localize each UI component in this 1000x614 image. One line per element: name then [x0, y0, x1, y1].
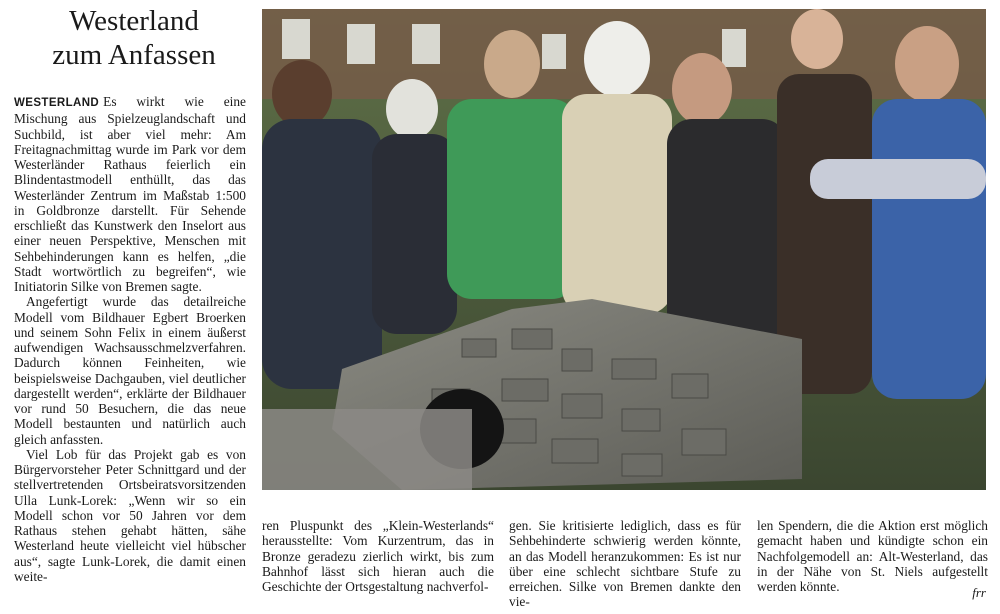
- article-photo: [262, 9, 986, 490]
- author-initials: frr: [972, 585, 986, 600]
- column-4-text: len Spendern, die die Aktion erst möglich gemacht haben und kündigte schon ein Nachfolgemodell an: Alt-Westerland, das in der Nähe von St. Niels aufgestellt werden könnte.: [757, 518, 988, 594]
- column-3-text: gen. Sie kritisierte lediglich, dass es für Sehbehinderte schwierig werden könnte, an das Modell heranzukommen: Es ist nur über eine schlecht sichtbare Stufe zu erreichen. Silke von Bremen dankte den vie-: [509, 518, 741, 610]
- article-column-2: [262, 518, 494, 594]
- headline-line-1: Westerland: [69, 5, 199, 37]
- article-column-1: [14, 94, 246, 584]
- paragraph-1: [14, 94, 246, 294]
- headline: [14, 4, 254, 72]
- article-column-4: [757, 518, 988, 594]
- column-2-text: ren Pluspunkt des „Klein-Westerlands“ herausstellte: Vom Kurzentrum, das in Bronze geradezu zierlich wirkt, bis zum Bahnhof lässt sich hieran auch die Geschichte der Ortsgestaltung nachverfol-: [262, 518, 494, 594]
- headline-line-2: zum Anfassen: [52, 39, 216, 71]
- paragraph-3: Viel Lob für das Projekt gab es von Bürgervorsteher Peter Schnittgard und der stellvertretenden Ortsbeiratsvorsitzenden Ulla Lunk-Lorek: „Wenn wir so ein Modell schon vor 50 Jahren vor dem Rathaus stehen gehabt hätten, sähe Westerland heute vielleicht viel hübscher aus“, sagte Lunk-Lorek, die damit einen weite-: [14, 446, 246, 584]
- paragraph-1-text: Es wirkt wie eine Mischung aus Spielzeuglandschaft und Suchbild, ist aber viel mehr: Am Freitagnachmittag wurde im Park vor dem Westerländer Rathaus feierlich ein Blindentastmodell enthüllt, das das Westerländer Zentrum im Maßstab 1:500 in Goldbronze darstellt. Für Sehende erschließt das Kunstwerk den Inselort aus einer neuen Perspektive, Menschen mit Sehbehinderungen kann es helfen, „die Stadt wortwörtlich zu begreifen“, wie Initiatorin Silke von Bremen sagte.: [14, 94, 246, 294]
- dateline: WESTERLAND: [14, 97, 100, 109]
- photo-illustration: [262, 9, 986, 490]
- article-column-3: [509, 518, 741, 610]
- paragraph-2: Angefertigt wurde das detailreiche Modell vom Bildhauer Egbert Broerken und seinem Sohn Felix in einem äußerst aufwendigen Wachsausschmelzverfahren. Dadurch können Feinheiten, wie beispielsweise Dachgauben, viel deutlicher dargestellt werden“, erklärte der Bildhauer vor rund 50 Besuchern, die das neue Modell bestaunten und natürlich auch gleich anfassten.: [14, 294, 246, 447]
